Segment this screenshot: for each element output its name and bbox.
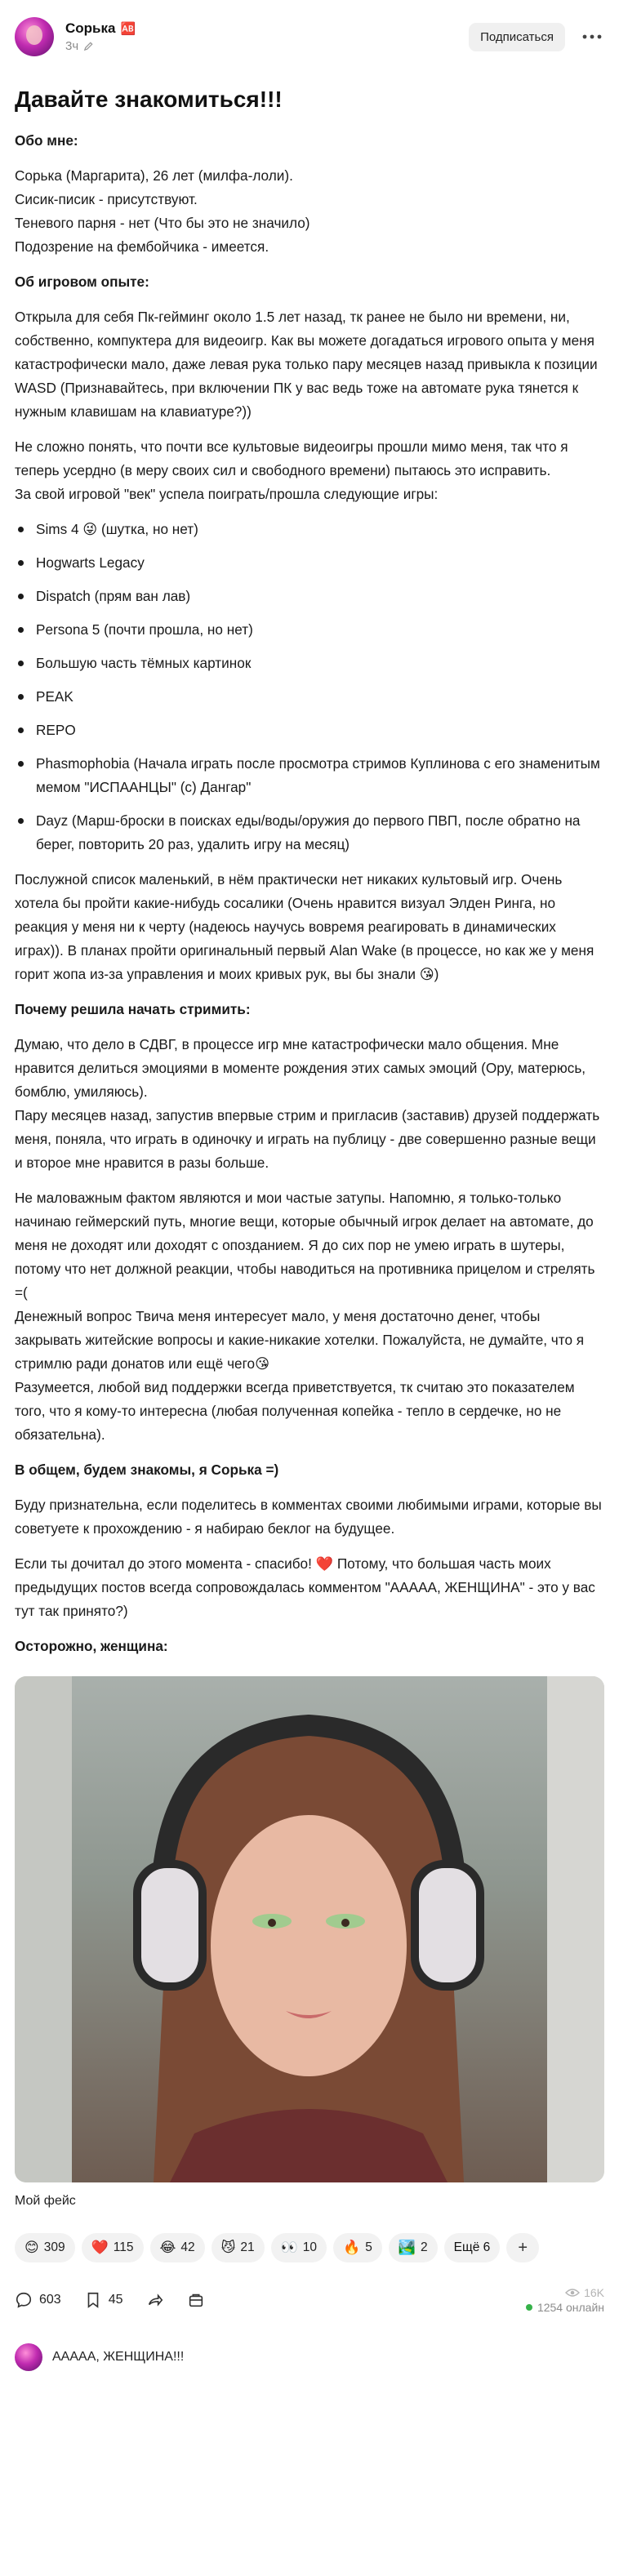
list-item: Phasmophobia (Начала играть после просмотра стримов Куплинова с его знаменитым мемом "ИСПААНЦЫ" (с) Дангар" (15, 752, 604, 799)
post-stats (526, 2285, 604, 2315)
fire-emoji-icon: 🔥 (343, 2240, 361, 2256)
laugh-emoji-icon: 😂 (159, 2240, 176, 2256)
gaming-heading: Об игровом опыте: (15, 274, 149, 290)
reaction-count: 115 (113, 2240, 134, 2254)
comment-icon (15, 2291, 33, 2309)
online-dot-icon (526, 2304, 532, 2311)
gaming-paragraph-1: Открыла для себя Пк-гейминг около 1.5 лет назад, тк ранее не было ни времени, ни, собственно, компуктера для видеоигр. Как вы можете догадаться игрового опыта у меня катастрофически мало, даже левая рука только пару месяцев назад привыкла к позиции WASD (Признавайтесь, при включении ПК у вас ведь тоже на автомате рука тянется к нужным клавишам на клавиатуре?)) (15, 309, 598, 420)
reaction-smile[interactable] (15, 2233, 75, 2262)
reaction-count: 42 (180, 2240, 195, 2254)
post-content (15, 129, 604, 1658)
author-avatar[interactable] (15, 17, 54, 56)
views (565, 2285, 604, 2300)
subscribe-button[interactable]: Подписаться (469, 23, 565, 51)
list-item: Dayz (Марш-броски в поисках еды/воды/оружия до первого ПВП, после обратно на берег, повторить 20 раз, удалить игру на месяц) (15, 809, 604, 856)
post-photo[interactable] (15, 1676, 604, 2182)
reaction-eyes[interactable] (271, 2233, 327, 2262)
summary-heading: В общем, будем знакомы, я Сорька =) (15, 1462, 279, 1478)
online-count: 1254 онлайн (537, 2301, 604, 2314)
list-item: Sims 4 😜 (шутка, но нет) (15, 518, 604, 541)
share-arrow-icon (146, 2291, 164, 2309)
donate-icon (187, 2291, 205, 2309)
photo-caption: Мой фейс (15, 2194, 76, 2208)
reaction-count: 2 (421, 2240, 428, 2254)
reaction-picture[interactable] (389, 2233, 438, 2262)
picture-emoji-icon: 🏞️ (398, 2240, 416, 2256)
comments-button[interactable] (15, 2291, 61, 2309)
comment-text: АААAA, ЖЕНЩИНА!!! (52, 2350, 185, 2364)
views-count: 16K (584, 2286, 604, 2299)
more-options-icon[interactable] (580, 24, 604, 49)
warning-heading: Осторожно, женщина: (15, 1638, 168, 1654)
gaming-paragraph-2: Не сложно понять, что почти все культовые видеоигры прошли мимо меня, так что я теперь усердно (в меру своих сил и свободного времени) пытаюсь это исправить. За свой игровой "век" успела поиграть/прошла следующие игры: (15, 438, 568, 502)
author-block (65, 20, 136, 53)
commenter-avatar (15, 2343, 42, 2371)
reaction-heart[interactable] (82, 2233, 144, 2262)
time-line (65, 39, 136, 53)
about-heading: Обо мне: (15, 132, 78, 149)
bookmark-button[interactable] (84, 2291, 123, 2309)
post-time: 3ч (65, 39, 79, 53)
list-item: Большую часть тёмных картинок (15, 652, 604, 675)
post-actions (15, 2284, 604, 2316)
author-line (65, 20, 136, 37)
list-item: Hogwarts Legacy (15, 551, 604, 575)
bookmarks-count: 45 (108, 2293, 123, 2307)
list-item: REPO (15, 719, 604, 742)
smile-emoji-icon: 😊 (24, 2240, 39, 2256)
summary-paragraph-1: Буду признательна, если поделитесь в комментах своими любимыми играми, которые вы советуете к прохождению - я набираю беклог на будущее. (15, 1497, 602, 1537)
reactions-bar (15, 2233, 604, 2262)
more-reactions-button[interactable]: Ещё 6 (444, 2233, 501, 2262)
add-reaction-button[interactable]: + (506, 2233, 539, 2262)
eye-icon (565, 2288, 580, 2298)
post-title: Давайте знакомиться!!! (15, 87, 283, 112)
author-badge: 🆎 (120, 22, 136, 36)
post-header (15, 15, 604, 59)
gaming-paragraph-3: Послужной список маленький, в нём практически нет никаких культовый игр. Очень хотела бы пройти какие-нибудь сосалики (Очень нравится визуал Элден Ринга, но реакция у меня ни к черту (надеюсь научусь вовремя реагировать в динамических играх)). В планах пройти оригинальный первый Alan Wake (в процессе, но как же у меня горит жопа из-за управления и моих кривых рук, вы бы знали 😘) (15, 871, 595, 982)
reaction-count: 5 (365, 2240, 372, 2254)
list-item: PEAK (15, 685, 604, 709)
cat-emoji-icon: 😼 (220, 2240, 236, 2256)
online (526, 2300, 604, 2315)
heart-emoji-icon: ❤️ (91, 2240, 109, 2256)
share-button[interactable] (146, 2291, 164, 2309)
list-item: Dispatch (прям ван лав) (15, 585, 604, 608)
reaction-cat[interactable] (212, 2233, 265, 2262)
author-name[interactable]: Сорька (65, 20, 116, 36)
games-list (15, 518, 604, 856)
reaction-laugh[interactable] (150, 2233, 205, 2262)
eyes-emoji-icon: 👀 (280, 2240, 298, 2256)
stream-paragraph-2: Не маловажным фактом являются и мои частые затупы. Напомню, я только-только начинаю геймерский путь, многие вещи, которые обычный игрок делает на автомате, до меня не доходят или доходят с опозданием. Я до сих пор не умею играть в шутеры, потому что нет должной реакции, чтобы наводиться на противника прицелом и стрелять =( Денежный вопрос Твича меня интересует мало, у меня достаточно денег, чтобы закрывать житейские вопросы и какие-никакие хотелки. Пожалуйста, не думайте, что я стримлю ради донатов или ещё чего😘 Разумеется, любой вид поддержки всегда приветствуется, тк считаю это показателем того, что я кому-то интересна (любая полученная копейка - тепло в сердечке, но не обязательна). (15, 1190, 595, 1443)
about-text: Сорька (Маргарита), 26 лет (милфа-лоли). Сисик-писик - присутствуют. Теневого парня - нет (Что бы это не значило) Подозрение на фембойчика - имеется. (15, 167, 310, 255)
reaction-count: 21 (240, 2240, 255, 2254)
comment-preview[interactable] (15, 2339, 604, 2375)
repost-button[interactable] (187, 2291, 205, 2309)
reaction-count: 309 (43, 2240, 65, 2254)
summary-paragraph-2: Если ты дочитал до этого момента - спасибо! ❤️ Потому, что большая часть моих предыдущих постов всегда сопровождалась комментом "АААAA, ЖЕНЩИНА" - это у вас тут так принято?) (15, 1555, 595, 1619)
comments-count: 603 (39, 2293, 61, 2307)
reaction-fire[interactable] (333, 2233, 382, 2262)
bookmark-icon (84, 2291, 102, 2309)
photo-content (72, 1676, 547, 2182)
stream-heading: Почему решила начать стримить: (15, 1001, 251, 1017)
stream-paragraph-1: Думаю, что дело в СДВГ, в процессе игр мне катастрофически мало общения. Мне нравится делиться эмоциями в моменте рождения этих самых эмоций (Ору, матерюсь, бомблю, умиляюсь). Пару месяцев назад, запустив впервые стрим и пригласив (заставив) друзей поддержать меня, поняла, что играть в одиночку и играть на публицу - две совершенно разные вещи и второе мне нравится в разы больше. (15, 1036, 600, 1171)
reaction-count: 10 (302, 2240, 318, 2254)
list-item: Persona 5 (почти прошла, но нет) (15, 618, 604, 642)
edited-pencil-icon (83, 41, 94, 51)
